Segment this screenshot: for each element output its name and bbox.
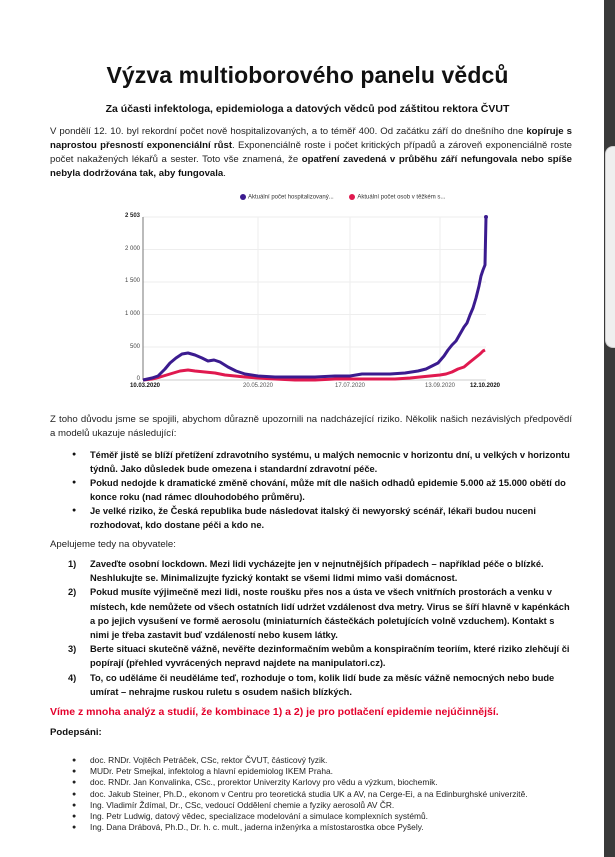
predictions-list: [72, 448, 572, 532]
list-item: ● Téměř jistě se blíží přetížení zdravotního systému, u malých nemocnic v horizontu dní, u velkých v horizontu týdnů. Jako důsledek bude omezena i standardní zdravotní péče.: [72, 448, 572, 476]
intro-emphasis-2: opatření zavedená v průběhu září nefungovala nebo spíše nebyla dodržována tak, aby fungovala: [50, 154, 572, 179]
list-item: ● doc. RNDr. Vojtěch Petráček, CSc, rektor ČVUT, částicový fyzik.: [72, 755, 572, 766]
y-tick: 1 000: [124, 311, 140, 317]
list-item: ● Ing. Petr Ludwig, datový vědec, specializace modelování a simulace komplexních systémů.: [72, 811, 572, 822]
document-title: Výzva multioborového panelu vědců: [106, 62, 509, 88]
intro-emphasis-1: kopíruje s naprostou přesností exponenciální růst: [50, 126, 572, 151]
list-item: ● Ing. Vladimír Ždímal, Dr., CSc, vedoucí Oddělení chemie a fyziky aerosolů AV ČR.: [72, 800, 572, 811]
x-tick: 10.03.2020: [129, 383, 161, 389]
x-tick: 20.05.2020: [242, 383, 274, 389]
side-panel-handle[interactable]: [605, 146, 615, 348]
list-item: ● MUDr. Petr Smejkal, infektolog a hlavní epidemiolog IKEM Praha.: [72, 766, 572, 777]
legend-item-severe[interactable]: Aktuální počet osob v těžkém s...: [349, 194, 445, 201]
viewer-scroll-edge[interactable]: [604, 0, 615, 857]
document-subtitle: Za účasti infektologa, epidemiologa a datových vědců pod záštitou rektora ČVUT: [105, 103, 510, 115]
list-item: 2) Pokud musíte výjimečně mezi lidi, noste roušku přes nos a ústa ve všech vnitřních prostorách a venku v místech, kde nemůžete od všech ostatních lidí udržet vzdálenost dva metry. Virus se šíří hlavně v kapénkách a po jejich vysušení ve formě aerosolu (miniaturních částečkách poletujících volně vzduchem). Kontakt s nimi je třeba zastavit buď vzdáleností nebo kusem látky.: [68, 587, 570, 641]
y-tick: 2 503: [124, 213, 140, 219]
list-item: ● Je velké riziko, že Česká republika bude následovat italský či newyorský scénář, lékaři budou nuceni rozhodovat, kdo dostane péči a kdo ne.: [72, 504, 572, 532]
x-tick: 17.07.2020: [334, 383, 366, 389]
x-tick: 13.09.2020: [424, 383, 456, 389]
intro-paragraph: V pondělí 12. 10. byl rekordní počet nově hospitalizovaných, a to téměř 400. Od začátku září do dnešního dne kopíruje s naprostou přesností exponenciální růst. Exponenciálně roste i počet kritických případů a zároveň exponenciálně roste počet nakažených lékařů a sester. Toto vše znamená, že opatření zavedená v průběhu září nefungovala nebo spíše nebyla dodržována tak, aby fungovala.: [50, 126, 573, 179]
list-item: 4) To, co uděláme či neuděláme teď, rozhoduje o tom, kolik lidí bude za měsíc vážně nemocných nebo bude umírat – nehrajme ruskou ruletu s osudem našich blízkých.: [68, 672, 555, 697]
legend-item-hospitalized[interactable]: Aktuální počet hospitalizovaný...: [240, 194, 334, 201]
list-item: 3) Berte situaci skutečně vážně, nevěřte dezinformačním webům a konspiračním teoriím, které riziko zlehčují či popírají (přehled vyvrácených nepravd najdete na manipulatori.cz).: [68, 644, 570, 669]
x-tick: 12.10.2020: [469, 383, 501, 389]
highlight-statement: Víme z mnoha analýz a studií, že kombinace 1) a 2) je pro potlačení epidemie nejúčinnější.: [50, 706, 499, 718]
list-item: ● doc. RNDr. Jan Konvalinka, CSc., prorektor Univerzity Karlovy pro vědu a výzkum, biochemik.: [72, 777, 572, 788]
chart-plot: [100, 190, 520, 395]
hospitalization-chart: [100, 190, 520, 395]
signatories-list: [72, 755, 572, 833]
list-item: ● Pokud nedojde k dramatické změně chování, může mít dle našich odhadů epidemie 5.000 až 15.000 obětí do konce roku (nad rámec dlouhodobého průměru).: [72, 476, 572, 504]
series-hospitalized-line: [143, 217, 486, 380]
y-tick: 1 500: [124, 278, 140, 284]
list-item: ● doc. Jakub Steiner, Ph.D., ekonom v Centru pro teoretická studia UK a AV, na Cerge-Ei, a na Edinburghské univerzitě.: [72, 789, 572, 800]
signed-label: Podepsáni:: [50, 727, 102, 738]
y-tick: 0: [136, 376, 140, 382]
y-tick: 2 000: [124, 246, 140, 252]
appeal-intro: Apelujeme tedy na obyvatele:: [50, 539, 176, 550]
list-item: 1) Zaveďte osobní lockdown. Mezi lidi vycházejte jen v nejnutnějších případech – například péče o blízké. Neshlukujte se. Minimalizujte fyzický kontakt se všemi lidmi mimo vaši domácnost.: [68, 559, 544, 584]
paragraph-risk: Z toho důvodu jsme se spojili, abychom důrazně upozornili na nadcházející riziko. Několik našich nezávislých předpovědí a modelů ukazuje následující:: [50, 414, 572, 439]
appeals-list: [68, 557, 574, 699]
y-tick: 500: [129, 344, 140, 350]
list-item: ● Ing. Dana Drábová, Ph.D., Dr. h. c. mult., jaderna inženýrka a místostarostka obce Pyšely.: [72, 822, 572, 833]
